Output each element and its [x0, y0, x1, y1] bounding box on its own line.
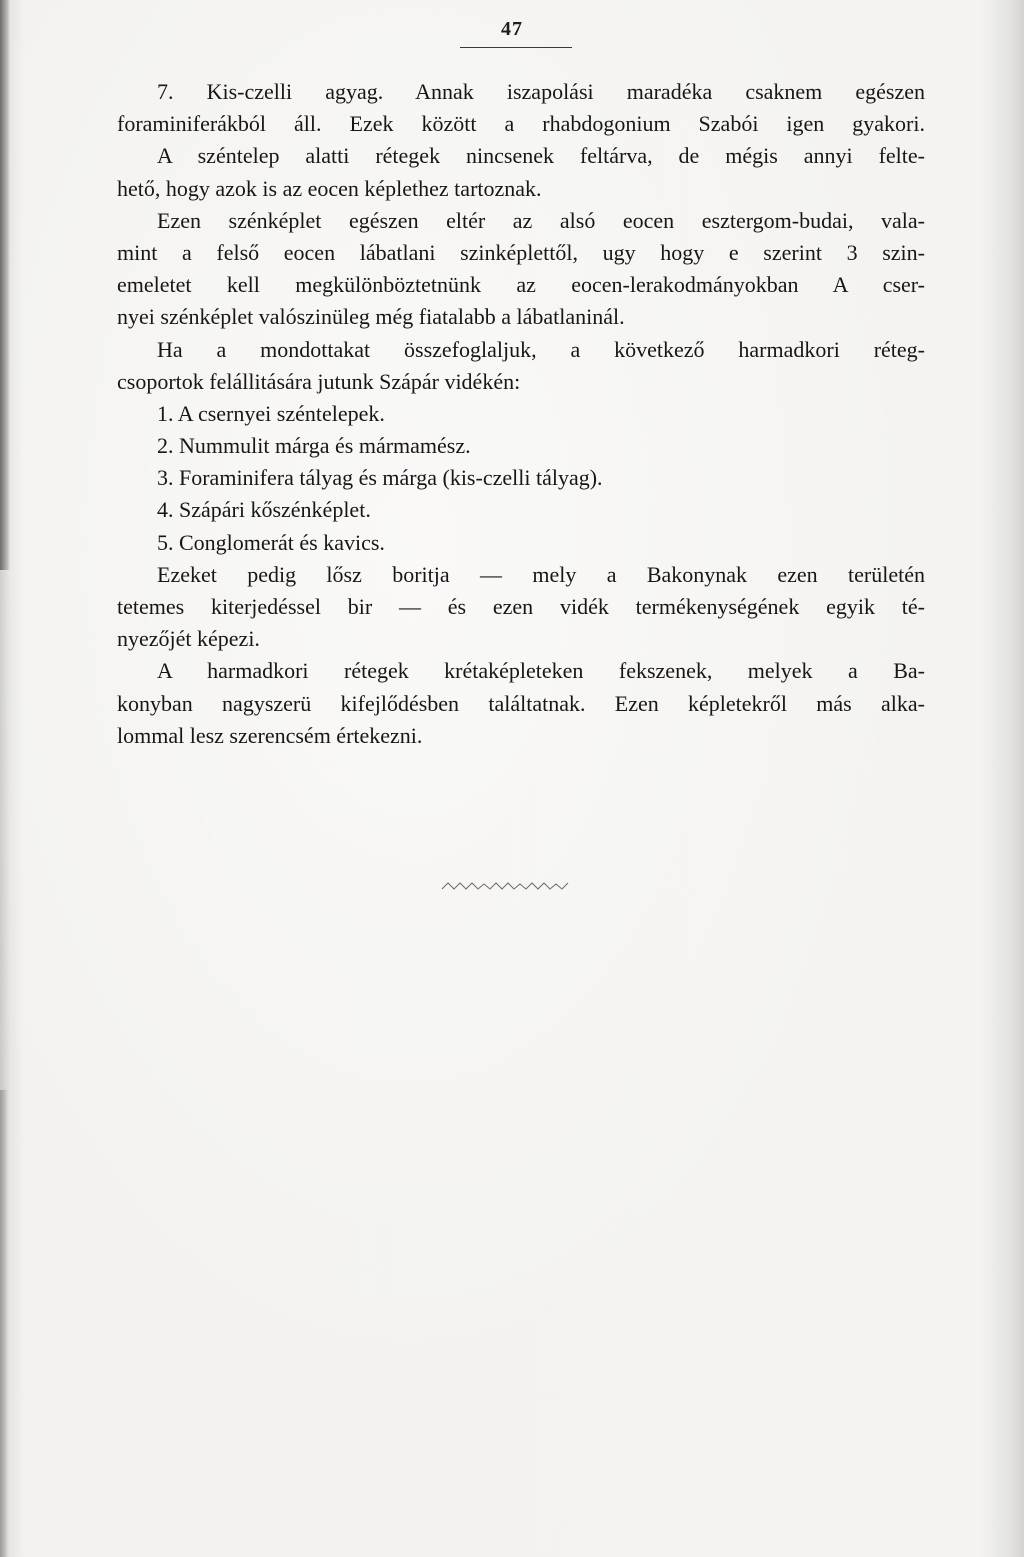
- text-line: nyezőjét képezi.: [117, 626, 260, 652]
- text-line: emeletet kell megkülönböztetnünk az eocen-lerakodmányokban A cser-: [117, 272, 925, 298]
- ornament-line: [442, 883, 568, 889]
- text-line: 3. Foraminifera tályag és márga (kis-czelli tályag).: [157, 465, 603, 491]
- text-line: tetemes kiterjedéssel bir — és ezen vidék termékenységének egyik té-: [117, 594, 925, 619]
- text-line: lommal lesz szerencsém értekezni.: [117, 722, 423, 748]
- page-number: 47: [501, 18, 523, 40]
- binding-shadow-lower: [0, 1090, 8, 1557]
- text-line: mint a felső eocen lábatlani szinképlettől, ugy hogy e szerint 3 szin-: [117, 239, 925, 265]
- body-text: [117, 76, 925, 752]
- text-line: 5. Conglomerát és kavics.: [157, 529, 385, 555]
- text-line: hető, hogy azok is az eocen képlethez tartoznak.: [117, 175, 542, 201]
- binding-shadow: [0, 0, 10, 570]
- text-line: 1. A csernyei széntelepek.: [157, 400, 385, 426]
- text-line: A széntelep alatti rétegek nincsenek feltárva, de mégis annyi felte-: [157, 143, 925, 169]
- text-line: 2. Nummulit márga és mármamész.: [157, 433, 471, 459]
- text-line: foraminiferákból áll. Ezek között a rhabdogonium Szabói igen gyakori.: [117, 111, 925, 137]
- text-line: Ezeket pedig lősz boritja — mely a Bakonynak ezen területén: [157, 561, 925, 587]
- text-line: A harmadkori rétegek krétaképleteken fekszenek, melyek a Ba-: [157, 658, 925, 684]
- closing-ornament: [440, 877, 570, 895]
- page-number-rule: [460, 47, 572, 48]
- text-line: konyban nagyszerü kifejlődésben találtatnak. Ezen képletekről más alka-: [117, 690, 925, 716]
- text-line: 7. Kis-czelli agyag. Annak iszapolási maradéka csaknem egészen: [157, 79, 925, 104]
- text-line: csoportok felállitására jutunk Szápár vidékén:: [117, 368, 521, 394]
- text-line: 4. Szápári kőszénképlet.: [157, 497, 371, 523]
- text-line: Ezen szénképlet egészen eltér az alsó eocen esztergom-budai, vala-: [157, 207, 925, 233]
- text-line: Ha a mondottakat összefoglaljuk, a következő harmadkori réteg-: [157, 336, 925, 362]
- text-line: nyei szénképlet valószinüleg még fiatalabb a lábatlaninál.: [117, 304, 625, 330]
